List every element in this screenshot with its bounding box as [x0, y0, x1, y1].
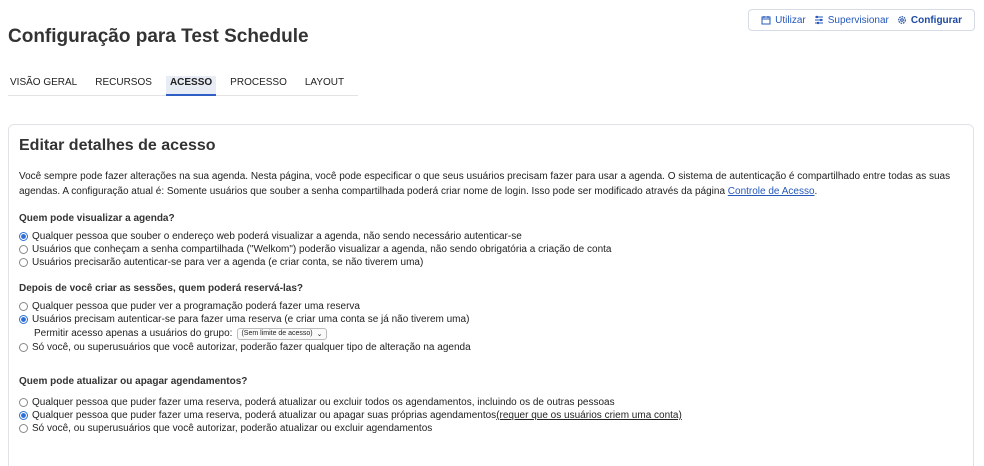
configure-label: Configurar: [910, 14, 962, 26]
tab-overview[interactable]: VISÃO GERAL: [10, 77, 78, 88]
edit-question: Quem pode atualizar ou apagar agendamentos?: [19, 376, 248, 387]
intro-text: Você sempre pode fazer alterações na sua agenda. Nesta página, você pode especificar o que seus usuários precisam fazer para usar a agenda. O sistema de autenticação é compartilhado entre todas as suas agendas. A configuração atual é: Somente usuários que souber a senha compartilhada poderá criar nome de login. Isso pode ser modificado através da página: [19, 171, 951, 197]
option-label: Só você, ou superusuários que você autorizar, poderão fazer qualquer tipo de alteração na agenda: [32, 342, 471, 353]
group-select-value: (Sem limite de acesso): [241, 330, 313, 337]
use-link[interactable]: [761, 15, 806, 26]
group-select[interactable]: [237, 328, 326, 340]
edit-options: [19, 396, 963, 435]
tab-access[interactable]: ACESSO: [166, 76, 216, 96]
option-label: Qualquer pessoa que puder fazer uma reserva, poderá atualizar ou excluir todos os agendamentos, incluindo os de outras pessoas: [32, 397, 615, 408]
supervise-label: Supervisionar: [827, 14, 889, 26]
option-note: (requer que os usuários criem uma conta): [496, 410, 682, 421]
view-options: [19, 230, 963, 269]
gear-icon: [897, 15, 907, 25]
edit-option-own[interactable]: [19, 409, 963, 422]
edit-option-all[interactable]: [19, 396, 963, 409]
supervise-link[interactable]: [814, 15, 889, 26]
view-question: Quem pode visualizar a agenda?: [19, 213, 175, 224]
radio-button[interactable]: [19, 258, 28, 267]
book-option-authenticated[interactable]: [19, 313, 963, 326]
view-option-authenticated[interactable]: [19, 256, 963, 269]
option-label: Qualquer pessoa que puder fazer uma reserva, poderá atualizar ou apagar suas próprias agendamentos: [32, 410, 497, 421]
radio-button[interactable]: [19, 398, 28, 407]
option-label: Qualquer pessoa que souber o endereço web poderá visualizar a agenda, não sendo necessário autenticar-se: [32, 231, 522, 242]
radio-button[interactable]: [19, 343, 28, 352]
edit-option-superusers[interactable]: [19, 422, 963, 435]
radio-button[interactable]: [19, 424, 28, 433]
radio-button[interactable]: [19, 315, 28, 324]
group-restriction-row: [19, 326, 963, 341]
page-title: Configuração para Test Schedule: [8, 26, 309, 47]
radio-button[interactable]: [19, 302, 28, 311]
option-label: Qualquer pessoa que puder ver a programação poderá fazer uma reserva: [32, 301, 360, 312]
book-option-anyone[interactable]: [19, 300, 963, 313]
tab-process[interactable]: PROCESSO: [230, 77, 287, 88]
tab-layout[interactable]: LAYOUT: [304, 77, 345, 88]
radio-button[interactable]: [19, 411, 28, 420]
card-title: Editar detalhes de acesso: [19, 137, 216, 154]
chevron-down-icon: ⌄: [316, 330, 323, 338]
top-navigation: [748, 9, 975, 31]
book-option-superusers[interactable]: [19, 341, 963, 354]
option-label: Usuários precisarão autenticar-se para ver a agenda (e criar conta, se não tiverem uma): [32, 257, 424, 268]
group-label: Permitir acesso apenas a usuários do grupo:: [34, 328, 233, 339]
option-label: Só você, ou superusuários que você autorizar, poderão atualizar ou excluir agendamentos: [32, 423, 433, 434]
radio-button[interactable]: [19, 232, 28, 241]
view-option-shared-password[interactable]: [19, 243, 963, 256]
use-label: Utilizar: [775, 14, 806, 26]
access-details-card: [8, 124, 974, 466]
access-control-link[interactable]: Controle de Acesso: [727, 186, 815, 197]
option-label: Usuários precisam autenticar-se para fazer uma reserva (e criar uma conta se já não tiverem uma): [32, 314, 470, 325]
book-question: Depois de você criar as sessões, quem poderá reservá-las?: [19, 283, 304, 294]
radio-button[interactable]: [19, 245, 28, 254]
tab-resources[interactable]: RECURSOS: [95, 77, 152, 88]
intro-paragraph: [19, 169, 963, 199]
book-options: [19, 300, 963, 354]
intro-end: .: [814, 186, 818, 197]
calendar-icon: [761, 15, 771, 25]
configure-link[interactable]: [897, 15, 962, 26]
sliders-icon: [814, 15, 824, 25]
view-option-anyone[interactable]: [19, 230, 963, 243]
tab-bar: [8, 76, 358, 96]
option-label: Usuários que conheçam a senha compartilhada ("Welkom") poderão visualizar a agenda, não sendo obrigatória a criação de conta: [32, 244, 612, 255]
